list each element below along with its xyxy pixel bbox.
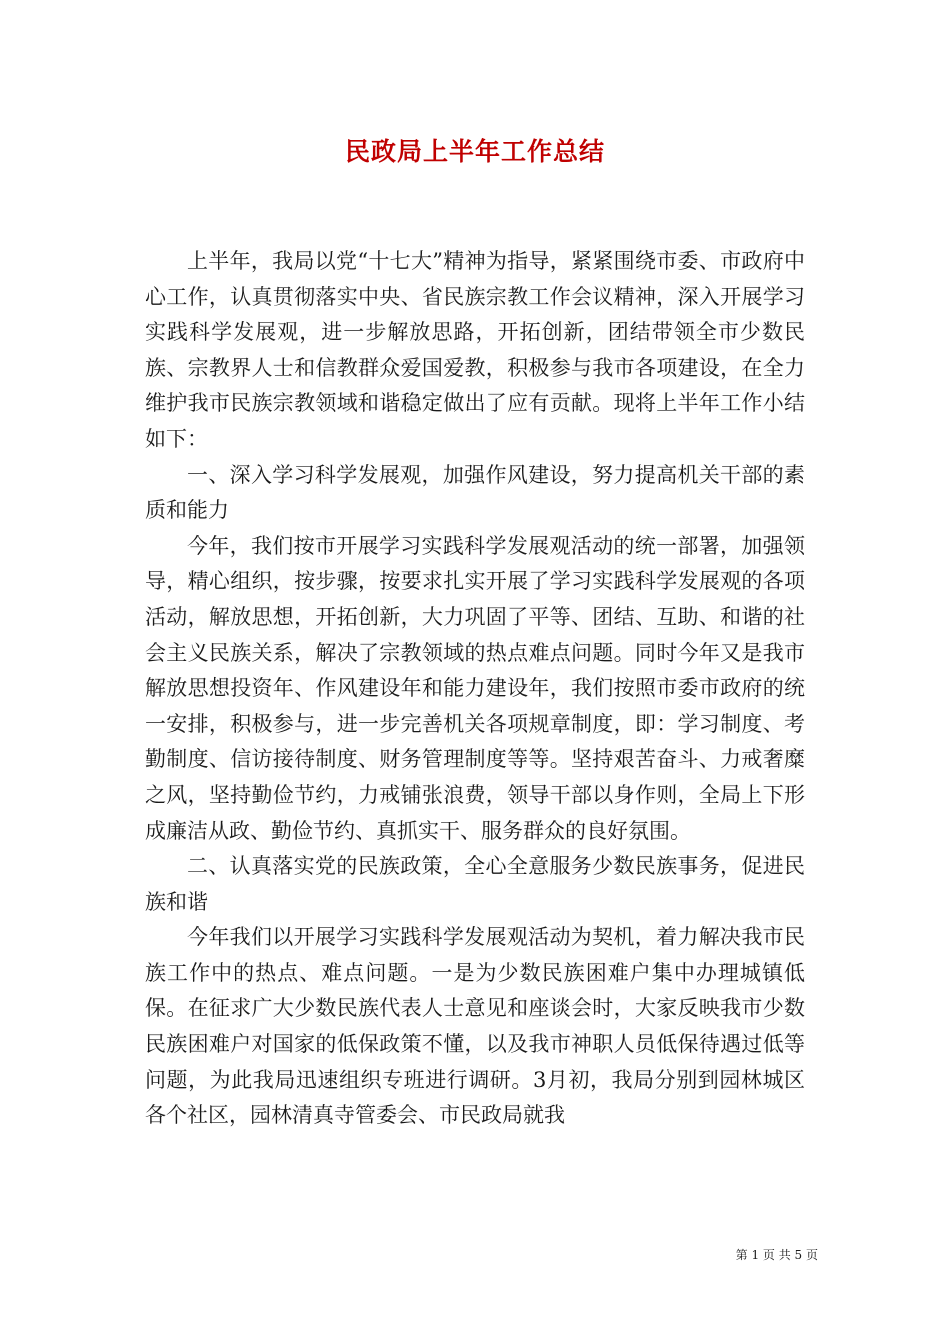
section-heading-2: 二、认真落实党的民族政策，全心全意服务少数民族事务，促进民族和谐 (145, 854, 805, 914)
page-title: 民政局上半年工作总结 (344, 137, 605, 166)
section-1-paragraph: 今年，我们按市开展学习实践科学发展观活动的统一部署，加强领导，精心组织，按步骤，按要求扎实开展了学习实践科学发展观的各项活动，解放思想，开拓创新，大力巩固了平等、团结、互助、和谐的社会主义民族关系，解决了宗教领域的热点难点问题。同时今年又是我市解放思想投资年、作风建设年和能力建设年，我们按照市委市政府的统一安排，积极参与，进一步完善机关各项规章制度，即：学习制度、考勤制度、信访接待制度、财务管理制度等等。坚持艰苦奋斗、力戒奢糜之风，坚持勤俭节约，力戒铺张浪费，领导干部以身作则，全局上下形成廉洁从政、勤俭节约、真抓实干、服务群众的良好氛围。 (145, 533, 805, 843)
intro-paragraph: 上半年，我局以党“十七大”精神为指导，紧紧围绕市委、市政府中心工作，认真贯彻落实中央、省民族宗教工作会议精神，深入开展学习实践科学发展观，进一步解放思路，开拓创新，团结带领全市少数民族、宗教界人士和信教群众爱国爱教，积极参与我市各项建设，在全力维护我市民族宗教领域和谐稳定做出了应有贡献。现将上半年工作小结如下： (145, 249, 805, 451)
page-footer: 第 1 页 共 5 页 (735, 1248, 818, 1262)
document-body (145, 244, 805, 1134)
section-heading-1: 一、深入学习科学发展观，加强作风建设，努力提高机关干部的素质和能力 (145, 462, 805, 523)
section-2-paragraph: 今年我们以开展学习实践科学发展观活动为契机，着力解决我市民族工作中的热点、难点问题。一是为少数民族困难户集中办理城镇低保。在征求广大少数民族代表人士意见和座谈会时，大家反映我市少数民族困难户对国家的低保政策不懂，以及我市神职人员低保待遇过低等问题，为此我局迅速组织专班进行调研。3月初，我局分别到园林城区各个社区，园林清真寺管委会、市民政局就我 (145, 925, 805, 1128)
